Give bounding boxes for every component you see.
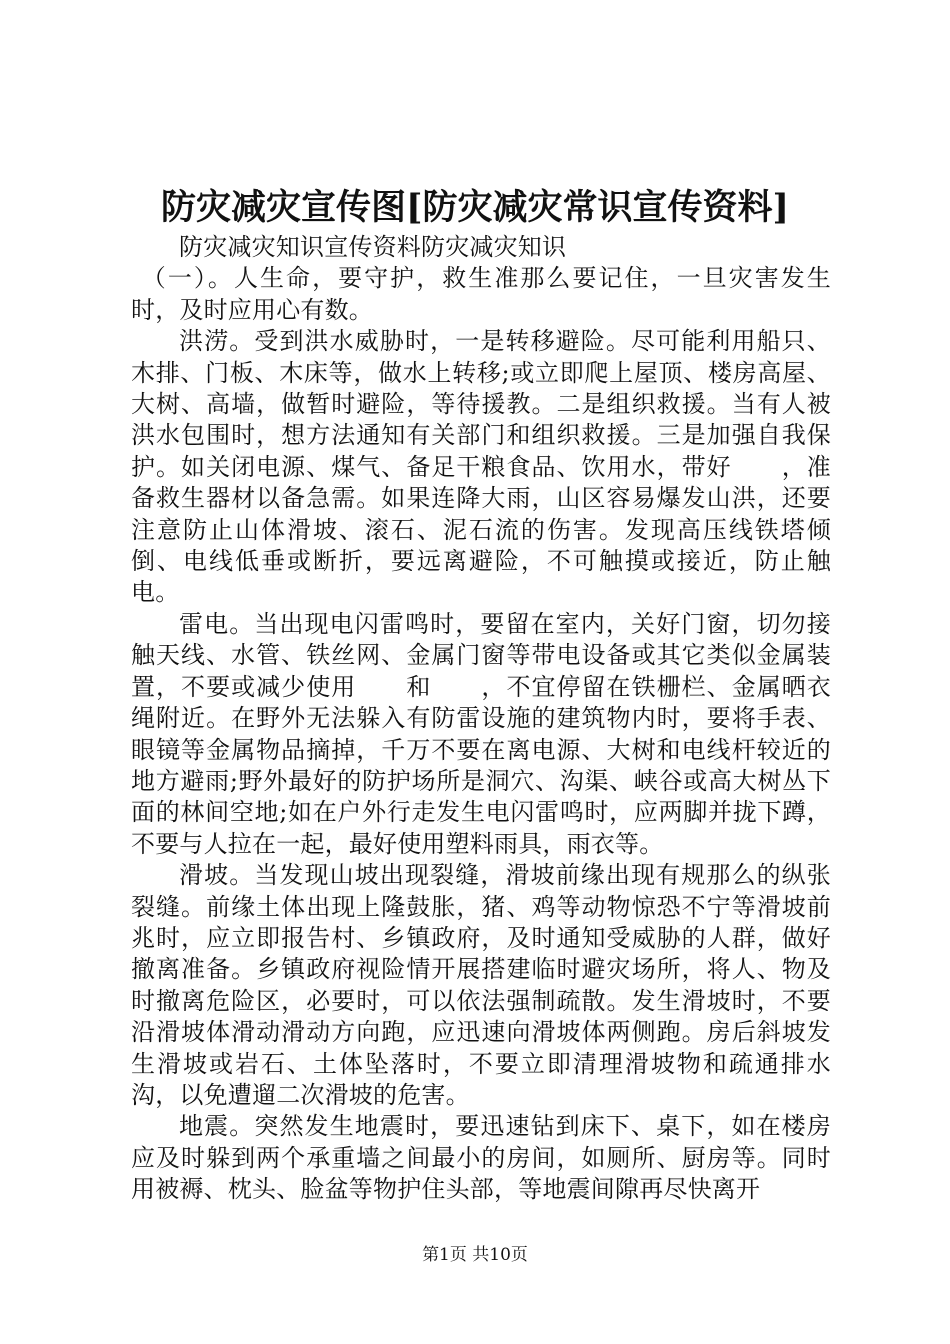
- paragraph-earthquake: 地震。突然发生地震时，要迅速钻到床下、桌下，如在楼房应及时躲到两个承重墙之间最小的房间，如厕所、厨房等。同时用被褥、枕头、脸盆等物护住头部，等地震间隙再尽快离开: [131, 1112, 831, 1204]
- paragraph-lightning: 雷电。当出现电闪雷鸣时，要留在室内，关好门窗，切勿接触天线、水管、铁丝网、金属门窗等带电设备或其它类似金属装置，不要或减少使用 和 ，不宜停留在铁栅栏、金属晒衣绳附近。在野外无法躲入有防雷设施的建筑物内时，要将手表、眼镜等金属物品摘掉，千万不要在离电源、大树和电线杆较近的地方避雨;野外最好的防护场所是洞穴、沟渠、峡谷或高大树丛下面的林间空地;如在户外行走发生电闪雷鸣时，应两脚并拢下蹲，不要与人拉在一起，最好使用塑料雨具，雨衣等。: [131, 609, 831, 858]
- document-body: [131, 232, 831, 1206]
- document-title: 防灾减灾宣传图[防灾减灾常识宣传资料]: [160, 187, 790, 228]
- paragraph-principle: （一）。人生命，要守护，救生准那么要记住，一旦灾害发生时，及时应用心有数。: [131, 264, 831, 324]
- paragraph-flood: 洪涝。受到洪水威胁时，一是转移避险。尽可能利用船只、木排、门板、木床等，做水上转移;或立即爬上屋顶、楼房高屋、大树、高墙，做暂时避险，等待援教。二是组织救援。当有人被洪水包围时，想方法通知有关部门和组织救援。三是加强自我保护。如关闭电源、煤气、备足干粮食品、饮用水，带好 ，准备救生器材以备急需。如果连降大雨，山区容易爆发山洪，还要注意防止山体滑坡、滚石、泥石流的伤害。发现高压线铁塔倾倒、电线低垂或断折，要远离避险，不可触摸或接近，防止触电。: [131, 327, 831, 607]
- paragraph-intro: 防灾减灾知识宣传资料防灾减灾知识: [179, 233, 567, 261]
- page-footer: 第1页 共10页: [422, 1245, 528, 1265]
- paragraph-landslide: 滑坡。当发现山坡出现裂缝，滑坡前缘出现有规那么的纵张裂缝。前缘土体出现上隆鼓胀，猪、鸡等动物惊恐不宁等滑坡前兆时，应立即报告村、乡镇政府，及时通知受威胁的人群，做好撤离准备。乡镇政府视险情开展搭建临时避灾场所，将人、物及时撤离危险区，必要时，可以依法强制疏散。发生滑坡时，不要沿滑坡体滑动滑动方向跑，应迅速向滑坡体两侧跑。房后斜坡发生滑坡或岩石、土体坠落时，不要立即清理滑坡物和疏通排水沟，以免遭遛二次滑坡的危害。: [131, 861, 831, 1109]
